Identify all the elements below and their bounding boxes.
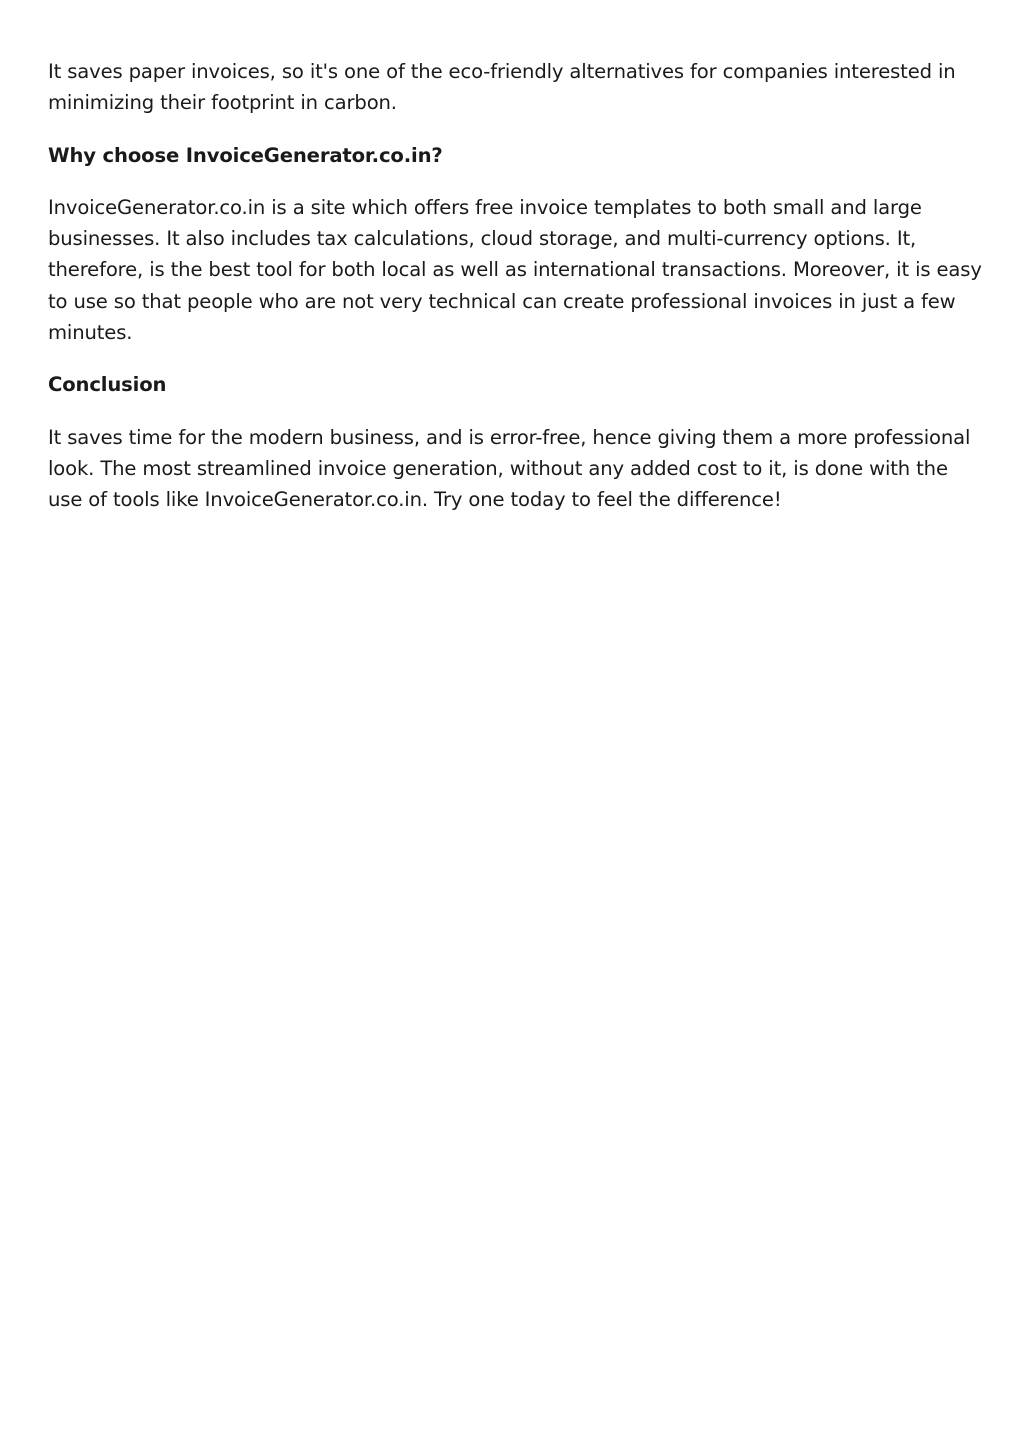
intro-paragraph: It saves paper invoices, so it's one of the eco-friendly alternatives for companies interested in minimizing their footprint in carbon.: [48, 60, 956, 115]
why-choose-heading: Why choose InvoiceGenerator.co.in?: [48, 143, 443, 167]
document-page: [48, 56, 983, 537]
why-choose-paragraph: InvoiceGenerator.co.in is a site which offers free invoice templates to both small and large businesses. It also includes tax calculations, cloud storage, and multi-currency options. It, therefore, is the best tool for both local as well as international transactions. Moreover, it is easy to use so that people who are not very technical can create professional invoices in just a few minutes.: [48, 195, 982, 345]
conclusion-heading: Conclusion: [48, 373, 167, 397]
conclusion-paragraph: It saves time for the modern business, and is error-free, hence giving them a more professional look. The most streamlined invoice generation, without any added cost to it, is done with the use of tools like InvoiceGenerator.co.in. Try one today to feel the difference!: [48, 425, 971, 512]
